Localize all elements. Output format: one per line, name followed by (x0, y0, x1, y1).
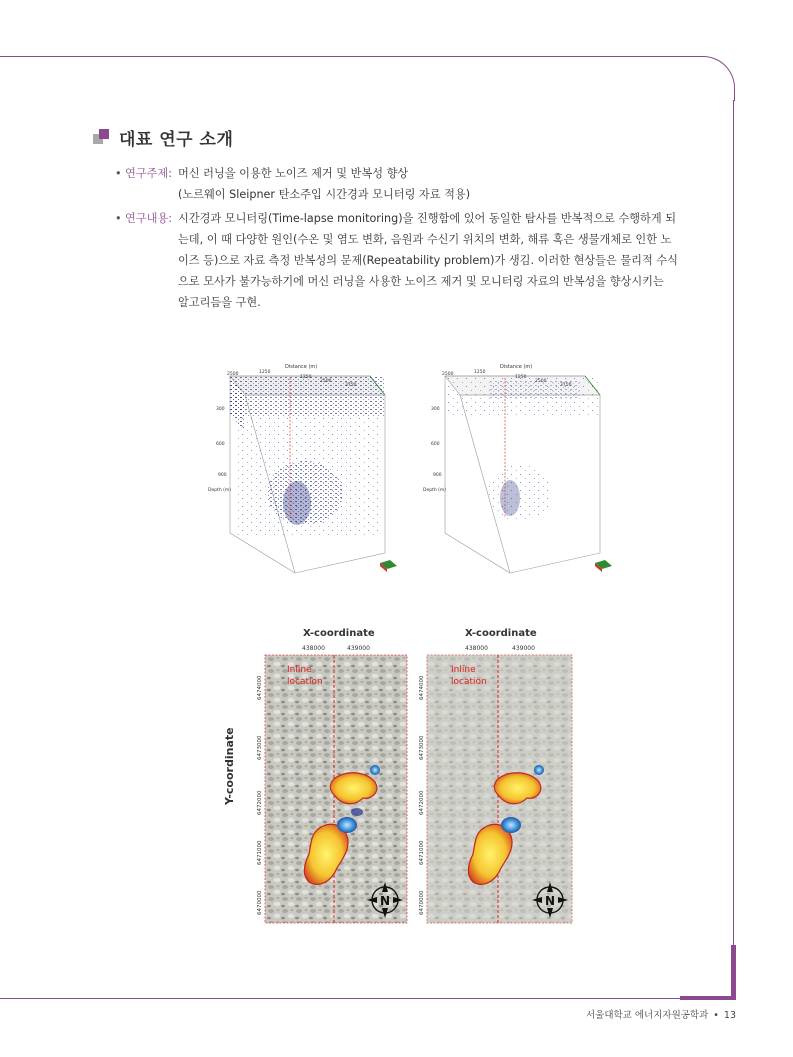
seismic-volume-figure (205, 353, 620, 588)
x-tick: 439000 (512, 645, 535, 652)
y-axis-label: Y-coordinate (223, 727, 236, 805)
footer-institution: 서울대학교 에너지자원공학과 (585, 1010, 709, 1021)
depth-label: Depth (m) (423, 488, 447, 493)
orientation-icon (380, 560, 397, 572)
y-tick: 6473000 (257, 735, 263, 760)
text-line: 시간경과 모니터링(Time-lapse monitoring)을 진행함에 있어 동일한 탐사를 반복적으로 수행하게 되 (178, 212, 677, 225)
distance-label: Distance (m) (500, 364, 533, 370)
plume-map-after (419, 628, 572, 923)
section-title: 대표 연구 소개 (119, 130, 234, 150)
research-topic-text (178, 163, 470, 205)
depth-tick: 600 (216, 442, 225, 447)
bullet: • (115, 167, 122, 180)
frame-top-line (0, 56, 705, 57)
text-line: 는데, 이 때 다양한 원인(수온 및 염도 변화, 음원과 수신기 위치의 변화, 해류 혹은 생물개체로 인한 노 (178, 233, 672, 246)
x-tick: 1250 (300, 375, 312, 380)
y-tick: 6470000 (419, 890, 425, 915)
distance-label: Distance (m) (285, 364, 318, 370)
seismic-panel-before (208, 364, 397, 573)
x-tick: 2500 (320, 379, 332, 384)
inline-location-label: location (287, 677, 323, 687)
plume-map-before (257, 628, 407, 923)
text-line: 머신 러닝을 이용한 노이즈 제거 및 반복성 향상 (178, 167, 409, 180)
depth-tick: 900 (433, 473, 442, 478)
frame-bottom-line (0, 998, 735, 999)
x-tick: 2500 (442, 372, 454, 377)
text-line: 으로 모사가 불가능하기에 머신 러닝을 사용한 노이즈 제거 및 모니터링 자료의 반복성을 향상시키는 (178, 275, 664, 288)
plume-map-figure (225, 620, 600, 928)
frame-accent-vertical (731, 945, 736, 1000)
frame-accent-horizontal (680, 996, 736, 1000)
seismic-panel-after (423, 364, 612, 573)
y-tick: 6474000 (419, 675, 425, 700)
bullet: • (115, 212, 122, 225)
text-line: 알고리듬을 구현. (178, 296, 261, 309)
depth-tick: 300 (431, 407, 440, 412)
inline-location-label: location (451, 677, 487, 687)
depth-tick: 900 (218, 473, 227, 478)
footer-separator: • (713, 1010, 719, 1021)
text-line: (노르웨이 Sleipner 탄소주입 시간경과 모니터링 자료 적용) (178, 188, 471, 201)
research-content-text (178, 208, 678, 313)
x-tick: 1250 (474, 370, 486, 375)
y-tick: 6472000 (257, 790, 263, 815)
x-tick: 438000 (465, 645, 488, 652)
x-tick: 438000 (302, 645, 325, 652)
research-content-label: 연구내용: (125, 212, 172, 225)
section-heading (93, 125, 233, 150)
research-topic-label: 연구주제: (125, 167, 172, 180)
depth-tick: 300 (216, 407, 225, 412)
square-bullet-icon (93, 129, 111, 147)
depth-tick: 600 (431, 442, 440, 447)
y-tick: 6471000 (257, 840, 263, 865)
x-tick: 439000 (347, 645, 370, 652)
page-footer (586, 1007, 736, 1021)
north-label: N (380, 894, 391, 908)
x-axis-label: X-coordinate (465, 628, 537, 639)
x-tick: 3750 (560, 383, 572, 388)
orientation-icon (595, 560, 612, 572)
x-axis-label: X-coordinate (303, 628, 375, 639)
inline-location-label: Inline (287, 665, 312, 675)
depth-label: Depth (m) (208, 488, 232, 493)
page-number: 13 (723, 1010, 736, 1021)
x-tick: 2500 (227, 372, 239, 377)
y-tick: 6470000 (257, 890, 263, 915)
frame-right-line (733, 100, 734, 998)
x-tick: 1250 (515, 375, 527, 380)
y-tick: 6471000 (419, 840, 425, 865)
x-tick: 2500 (535, 379, 547, 384)
x-tick: 1250 (259, 370, 271, 375)
x-tick: 3750 (345, 383, 357, 388)
frame-corner (690, 56, 735, 101)
text-line: 이즈 등)으로 자료 측정 반복성의 문제(Repeatability problem)가 생김. 이러한 현상들은 물리적 수식 (178, 254, 678, 267)
y-tick: 6473000 (419, 735, 425, 760)
inline-location-label: Inline (451, 665, 476, 675)
north-label: N (545, 894, 556, 908)
y-tick: 6472000 (419, 790, 425, 815)
y-tick: 6474000 (257, 675, 263, 700)
